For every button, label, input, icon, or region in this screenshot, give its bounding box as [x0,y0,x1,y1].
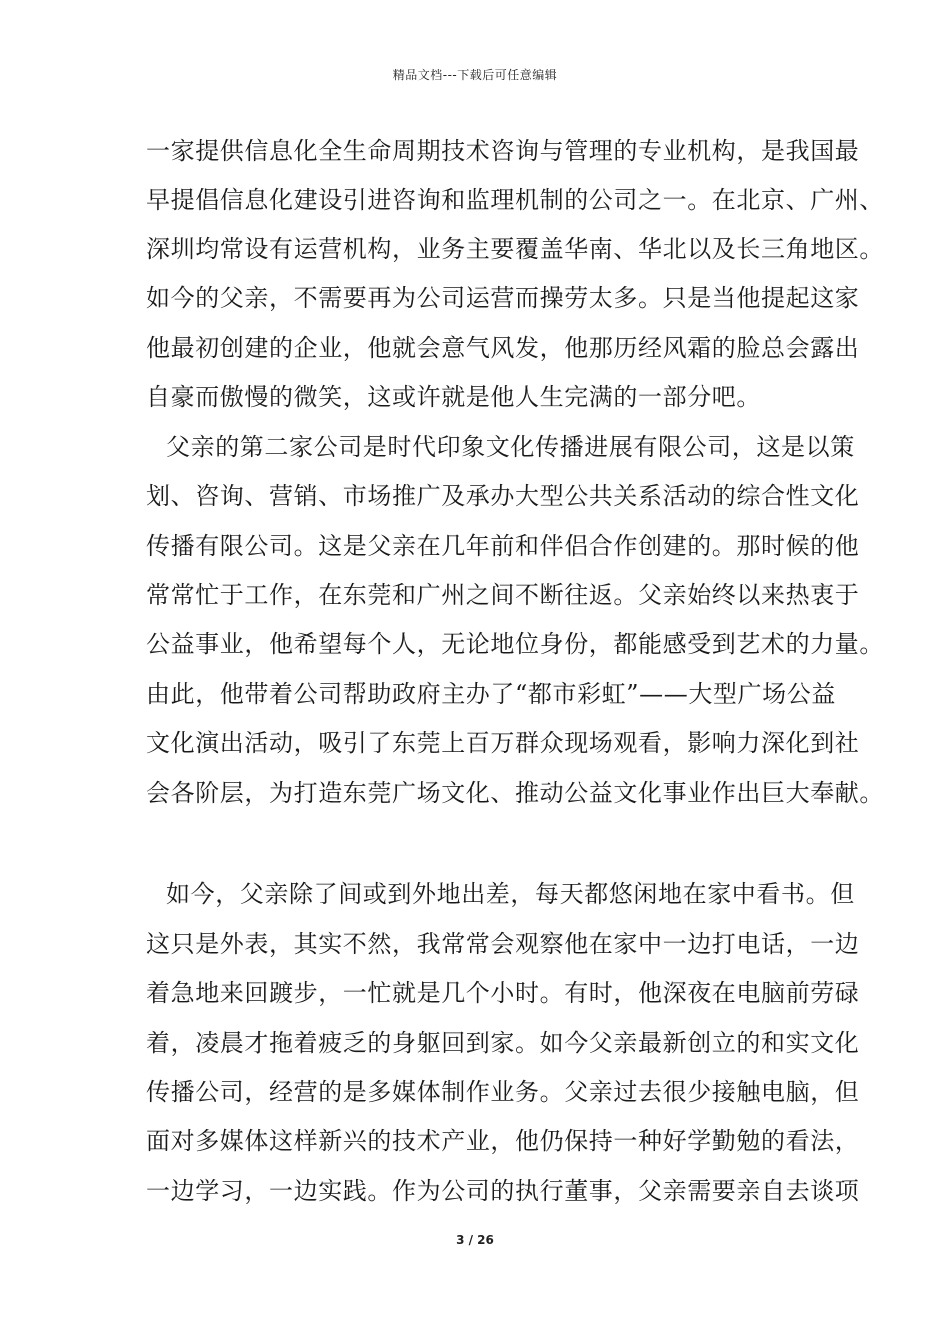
text-line: 划、咨询、营销、市场推广及承办大型公共关系活动的综合性文化 [146,482,860,510]
text-line: 这只是外表，其实不然，我常常会观察他在家中一边打电话，一边 [146,930,860,958]
text-line: 面对多媒体这样新兴的技术产业，他仍保持一种好学勤勉的看法， [146,1127,860,1155]
page-number: 3 / 26 [456,1233,494,1247]
text-line: 早提倡信息化建设引进咨询和监理机制的公司之一。在北京、广州、 [146,186,884,214]
text-line: 如今的父亲，不需要再为公司运营而操劳太多。只是当他提起这家 [146,284,860,312]
text-line: 自豪而傲慢的微笑，这或许就是他人生完满的一部分吧。 [146,383,761,411]
page-header: 精品文档---下载后可任意编辑 [392,68,558,82]
text-line: 一边学习，一边实践。作为公司的执行董事，父亲需要亲自去谈项 [146,1177,860,1205]
text-line: 他最初创建的企业，他就会意气风发，他那历经风霜的脸总会露出 [146,334,860,362]
text-line: 传播有限公司。这是父亲在几年前和伴侣合作创建的。那时候的他 [146,532,860,560]
text-line: 公益事业，他希望每个人，无论地位身份，都能感受到艺术的力量。 [146,630,884,658]
text-line: 一家提供信息化全生命周期技术咨询与管理的专业机构，是我国最 [146,137,860,165]
text-line: 会各阶层，为打造东莞广场文化、推动公益文化事业作出巨大奉献。 [146,779,884,807]
text-line: 常常忙于工作，在东莞和广州之间不断往返。父亲始终以来热衷于 [146,581,860,609]
text-line: 文化演出活动，吸引了东莞上百万群众现场观看，影响力深化到社 [146,729,860,757]
text-line: 如今，父亲除了间或到外地出差，每天都悠闲地在家中看书。但 [166,880,855,908]
text-line: 传播公司，经营的是多媒体制作业务。父亲过去很少接触电脑，但 [146,1078,860,1106]
text-line: 深圳均常设有运营机构，业务主要覆盖华南、华北以及长三角地区。 [146,235,884,263]
text-line: 父亲的第二家公司是时代印象文化传播进展有限公司，这是以策 [166,433,855,461]
text-line: 着急地来回踱步，一忙就是几个小时。有时，他深夜在电脑前劳碌 [146,979,860,1007]
text-line: 着，凌晨才拖着疲乏的身躯回到家。如今父亲最新创立的和实文化 [146,1029,860,1057]
text-line: 由此，他带着公司帮助政府主办了“都市彩虹”——大型广场公益 [146,680,836,708]
